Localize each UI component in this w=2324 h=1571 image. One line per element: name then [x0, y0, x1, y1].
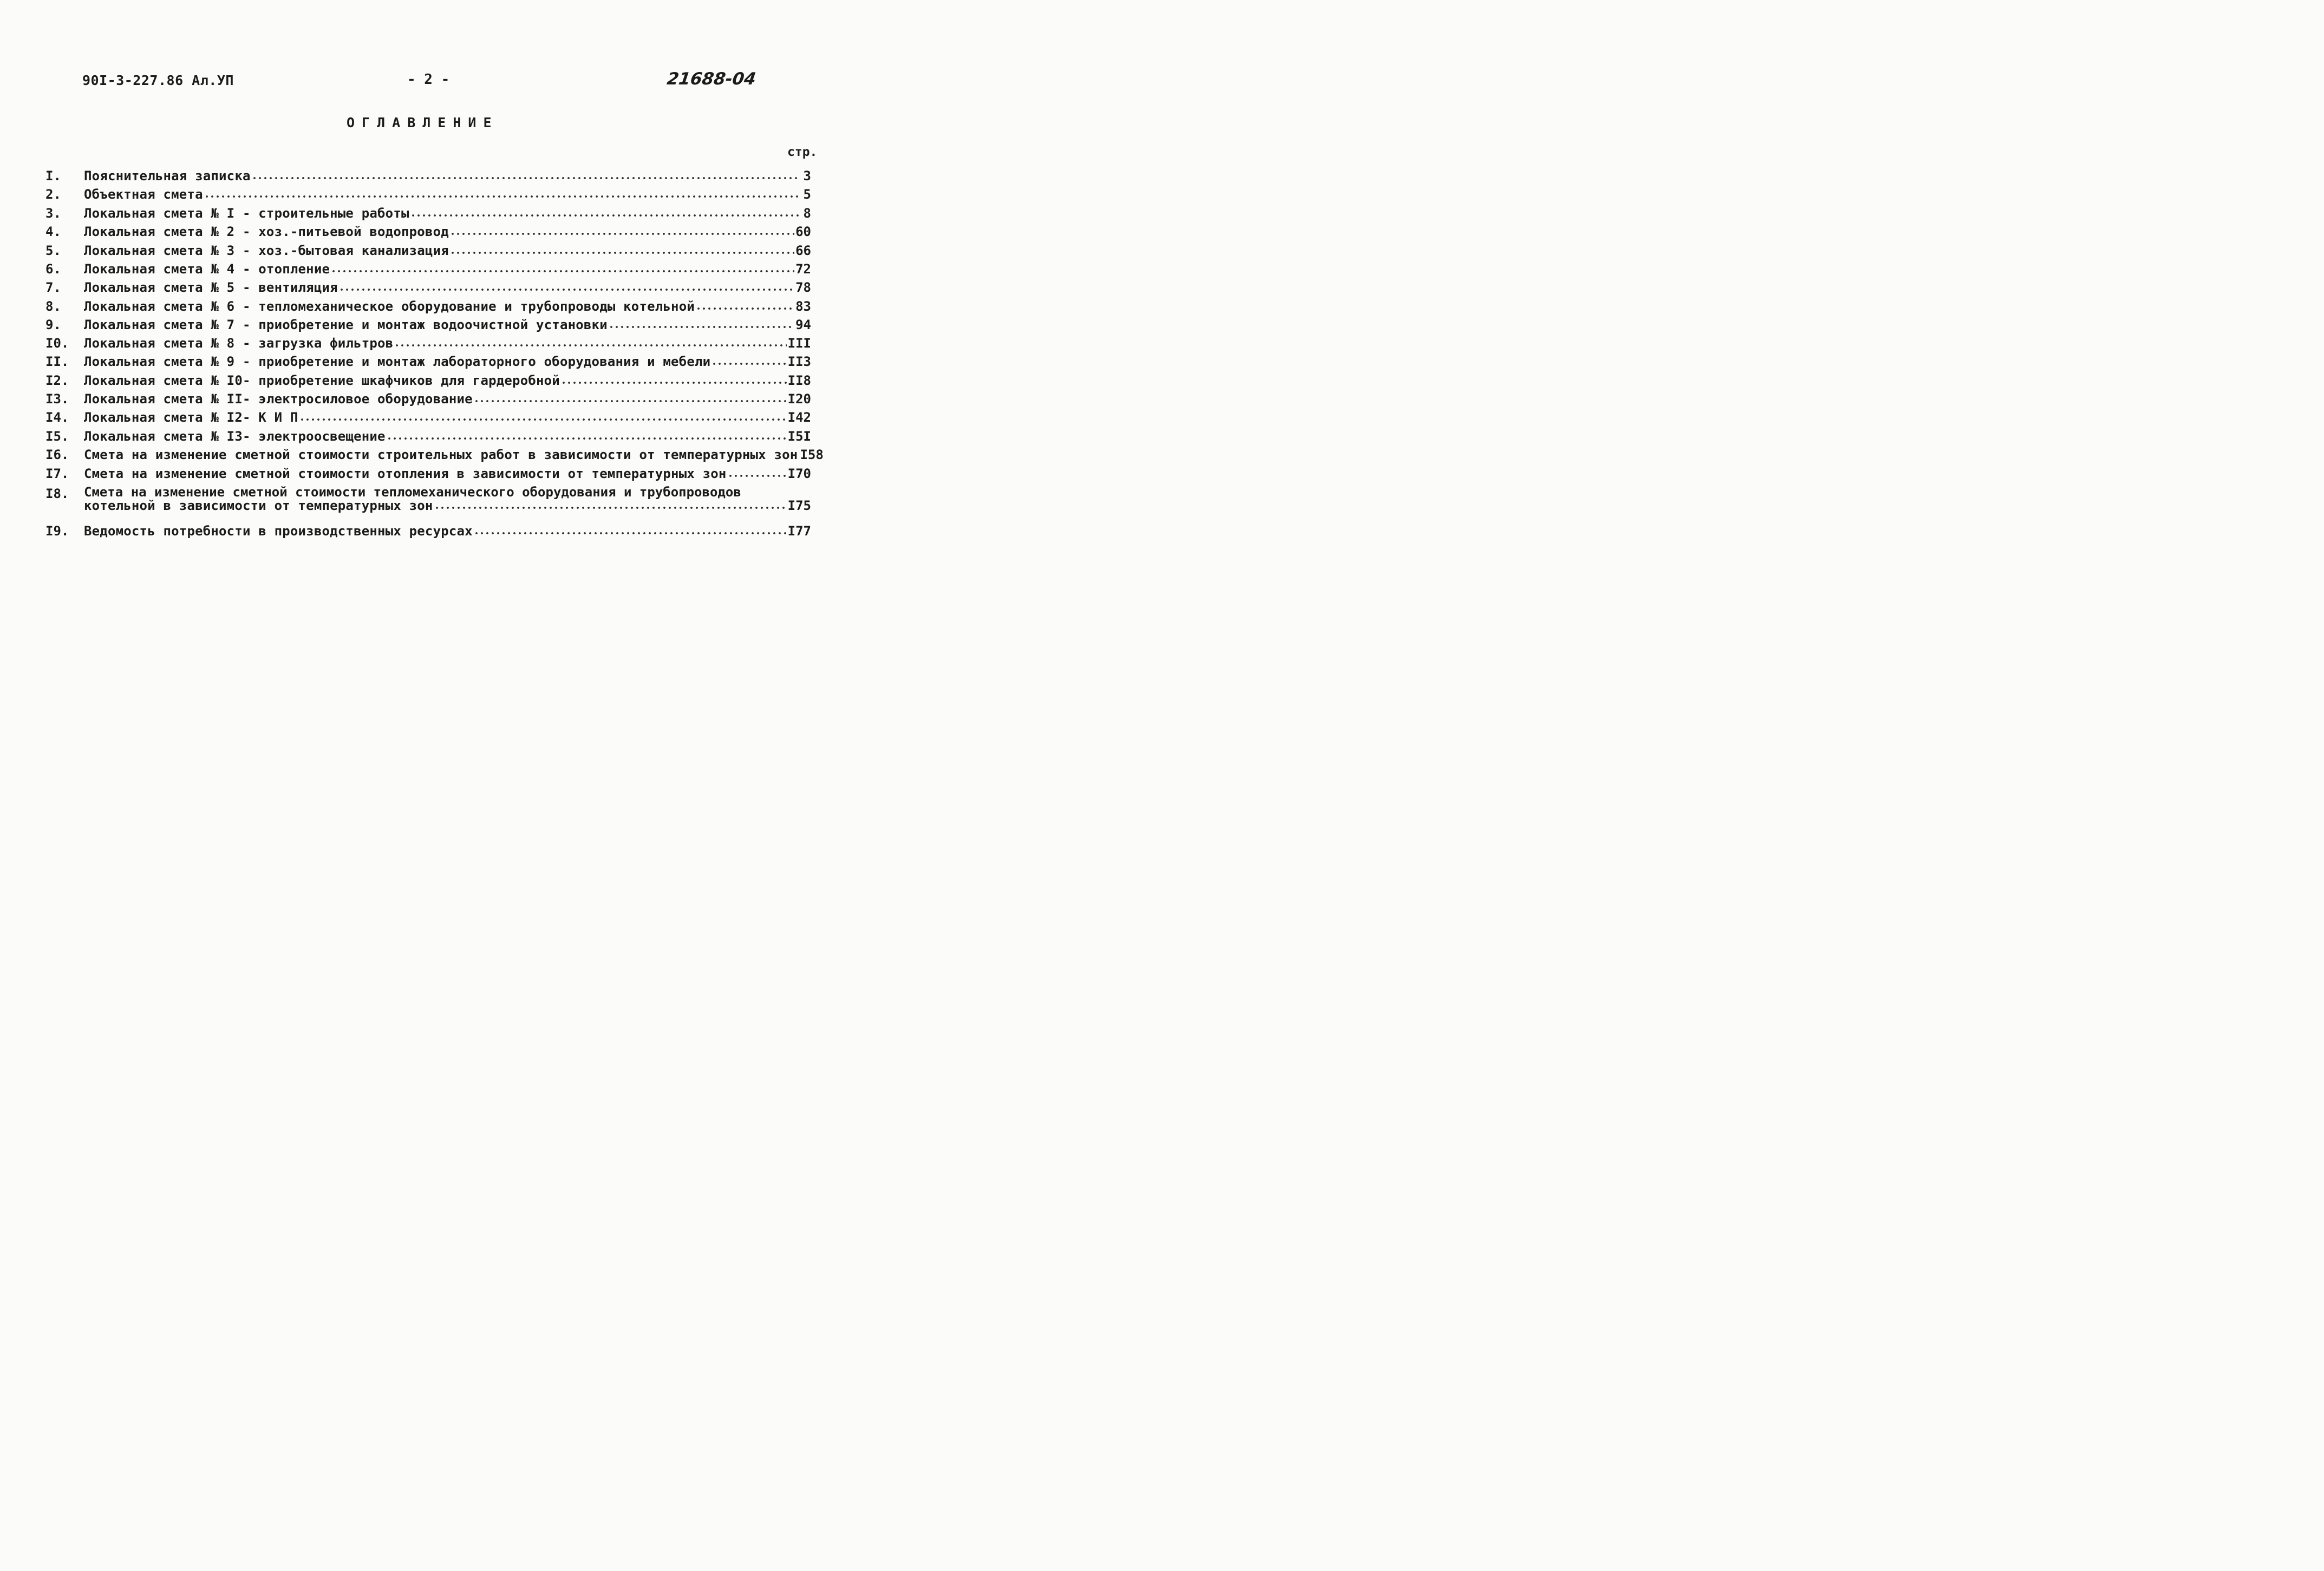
toc-entry-text: Локальная смета № I0- приобретение шкафчиков для гардеробной — [84, 373, 560, 388]
toc-entry-text: Локальная смета № 4 - отопление — [84, 261, 330, 277]
dot-leader — [204, 191, 799, 199]
toc-entry-page: I75 — [787, 498, 811, 513]
toc-entry-page: I70 — [787, 466, 811, 481]
toc-entry-page: 3 — [803, 168, 811, 184]
dot-leader — [696, 303, 794, 311]
toc-list — [0, 0, 849, 574]
dot-leader — [387, 433, 787, 441]
page-column-label: стр. — [787, 145, 818, 159]
toc-entry-page: I5I — [787, 429, 811, 444]
toc-entry-page: 60 — [795, 224, 811, 239]
toc-entry-text: Локальная смета № 6 - тепломеханическое оборудование и трубопроводы котельной — [84, 299, 695, 314]
toc-entry — [0, 447, 849, 466]
toc-entry-text: Локальная смета № 3 - хоз.-бытовая канализация — [84, 243, 449, 258]
toc-entry-number: 7. — [45, 280, 61, 295]
toc-entry-page: 66 — [795, 243, 811, 258]
dot-leader — [394, 340, 786, 348]
dot-leader — [609, 322, 794, 329]
document-page — [0, 0, 849, 574]
toc-entry-text: Смета на изменение сметной стоимости отопления в зависимости от температурных зон — [84, 466, 727, 481]
toc-entry-page: I77 — [787, 523, 811, 539]
toc-entry-text-line1: Смета на изменение сметной стоимости тепломеханического оборудования и трубопроводов — [84, 485, 741, 500]
handwritten-inventory-number: 21688-04 — [665, 69, 758, 89]
toc-entry — [0, 391, 849, 410]
toc-entry-number: I8. — [45, 486, 69, 501]
toc-entry-page: II8 — [787, 373, 811, 388]
toc-entry-page: 83 — [795, 299, 811, 314]
toc-entry-page: 5 — [803, 187, 811, 202]
toc-entry-number: I9. — [45, 523, 69, 539]
toc-entry-number: 5. — [45, 243, 61, 258]
toc-entry-number: I0. — [45, 336, 69, 351]
toc-entry — [0, 168, 849, 187]
toc-entry-page: III — [787, 336, 811, 351]
toc-entry-number: II. — [45, 354, 69, 369]
dot-leader — [561, 377, 787, 385]
dot-leader — [252, 173, 799, 180]
toc-entry — [0, 486, 849, 519]
toc-entry-text: Пояснительная записка — [84, 168, 251, 184]
toc-entry-number: I4. — [45, 410, 69, 425]
dot-leader — [474, 528, 787, 535]
dot-leader — [331, 266, 794, 273]
document-code: 90I-3-227.86 Ал.УП — [82, 73, 234, 88]
toc-entry-page: 8 — [803, 206, 811, 221]
toc-entry — [0, 187, 849, 205]
dot-leader — [474, 396, 787, 403]
dot-leader — [339, 284, 794, 292]
toc-entry-number: I3. — [45, 391, 69, 407]
toc-entry-page: I58 — [800, 447, 824, 462]
toc-entry-page: I42 — [787, 410, 811, 425]
dot-leader — [434, 502, 787, 510]
toc-entry-text: Локальная смета № I3- электроосвещение — [84, 429, 386, 444]
toc-entry — [0, 354, 849, 372]
toc-entry-text: Локальная смета № II- электросиловое оборудование — [84, 391, 473, 407]
toc-entry-number: I7. — [45, 466, 69, 481]
toc-title: ОГЛАВЛЕНИЕ — [347, 115, 499, 130]
toc-entry-number: 3. — [45, 206, 61, 221]
toc-entry — [0, 523, 849, 542]
toc-entry-text: Смета на изменение сметной стоимости строительных работ в зависимости от температурных зон — [84, 447, 798, 462]
toc-entry-text: Локальная смета № 7 - приобретение и монтаж водоочистной установки — [84, 317, 608, 332]
toc-entry-number: 4. — [45, 224, 61, 239]
dot-leader — [711, 358, 786, 366]
toc-entry — [0, 224, 849, 243]
toc-entry — [0, 373, 849, 391]
toc-entry-number: I. — [45, 168, 61, 184]
toc-entry-text: Локальная смета № 2 - хоз.-питьевой водопровод — [84, 224, 449, 239]
toc-entry-page: 94 — [795, 317, 811, 332]
toc-entry — [0, 206, 849, 224]
toc-entry-number: I6. — [45, 447, 69, 462]
toc-entry — [0, 336, 849, 354]
toc-entry-page: I20 — [787, 391, 811, 407]
toc-entry-page: 72 — [795, 261, 811, 277]
dot-leader — [410, 210, 799, 218]
toc-entry — [0, 243, 849, 261]
toc-entry-text: Локальная смета № 9 - приобретение и монтаж лабораторного оборудования и мебели — [84, 354, 711, 369]
toc-entry-text: Ведомость потребности в производственных ресурсах — [84, 523, 473, 539]
dot-leader — [299, 414, 787, 422]
dot-leader — [450, 247, 794, 255]
toc-entry-text: Локальная смета № I - строительные работы — [84, 206, 409, 221]
toc-entry — [0, 280, 849, 298]
dot-leader — [728, 470, 787, 478]
toc-entry — [0, 317, 849, 336]
toc-entry — [0, 410, 849, 428]
toc-entry-text: Локальная смета № 5 - вентиляция — [84, 280, 338, 295]
toc-entry — [0, 466, 849, 485]
toc-entry-number: 6. — [45, 261, 61, 277]
toc-entry-number: I2. — [45, 373, 69, 388]
toc-entry-number: I5. — [45, 429, 69, 444]
toc-entry-number: 8. — [45, 299, 61, 314]
toc-entry — [0, 299, 849, 317]
toc-entry-number: 2. — [45, 187, 61, 202]
toc-entry — [0, 429, 849, 447]
dot-leader — [450, 228, 794, 236]
toc-entry-text: Локальная смета № I2- К И П — [84, 410, 298, 425]
toc-entry-number: 9. — [45, 317, 61, 332]
toc-entry-text: Объектная смета — [84, 187, 203, 202]
toc-entry-page: 78 — [795, 280, 811, 295]
toc-entry-page: II3 — [787, 354, 811, 369]
toc-entry-text-line2: котельной в зависимости от температурных зон — [84, 498, 433, 513]
page-number: - 2 - — [407, 71, 450, 88]
toc-entry-text: Локальная смета № 8 - загрузка фильтров — [84, 336, 394, 351]
toc-entry — [0, 261, 849, 280]
